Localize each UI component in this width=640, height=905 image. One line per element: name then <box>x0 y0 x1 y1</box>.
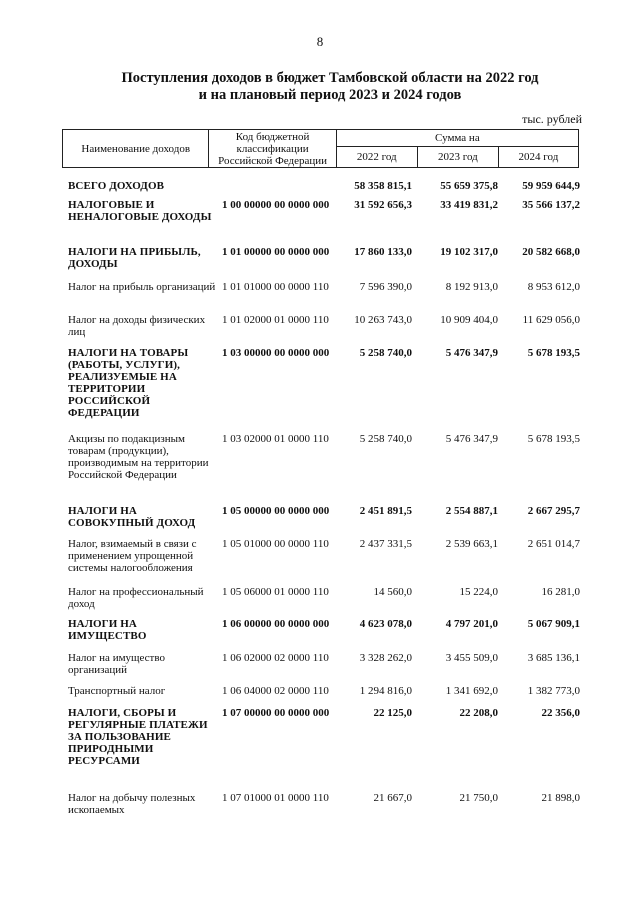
amount-2022: 5 258 740,0 <box>359 347 412 359</box>
budget-code: 1 06 04000 02 0000 110 <box>222 685 329 697</box>
income-name: Налог на доходы физических лиц <box>68 314 206 338</box>
income-name: НАЛОГИ НА СОВОКУПНЫЙ ДОХОД <box>68 505 196 529</box>
budget-code: 1 01 01000 00 0000 110 <box>222 281 329 293</box>
amount-2024: 3 685 136,1 <box>527 652 580 664</box>
amount-2024: 5 067 909,1 <box>527 618 580 630</box>
amount-2023: 21 750,0 <box>459 792 498 804</box>
budget-code: 1 06 02000 02 0000 110 <box>222 652 329 664</box>
amount-2022: 21 667,0 <box>373 792 412 804</box>
units-label: тыс. рублей <box>522 112 582 126</box>
budget-code: 1 03 02000 01 0000 110 <box>222 433 329 445</box>
budget-code: 1 01 02000 01 0000 110 <box>222 314 329 326</box>
budget-code: 1 01 00000 00 0000 000 <box>222 246 330 258</box>
income-name: Налог на прибыль организаций <box>68 281 216 293</box>
amount-2023: 2 539 663,1 <box>445 538 498 550</box>
amount-2023: 10 909 404,0 <box>440 314 498 326</box>
amount-2022: 4 623 078,0 <box>359 618 412 630</box>
amount-2022: 14 560,0 <box>373 586 412 598</box>
income-name: НАЛОГИ, СБОРЫ И РЕГУЛЯРНЫЕ ПЛАТЕЖИ ЗА ПОЛЬЗОВАНИЕ ПРИРОДНЫМИ РЕСУРСАМИ <box>68 707 208 767</box>
amount-2022: 2 451 891,5 <box>359 505 412 517</box>
income-name: Налог на добычу полезных ископаемых <box>68 792 196 816</box>
income-name: НАЛОГИ НА ТОВАРЫ (РАБОТЫ, УСЛУГИ), РЕАЛИЗУЕМЫЕ НА ТЕРРИТОРИИ РОССИЙСКОЙ ФЕДЕРАЦИИ <box>68 347 189 419</box>
income-name: НАЛОГОВЫЕ И НЕНАЛОГОВЫЕ ДОХОДЫ <box>68 199 212 223</box>
amount-2023: 5 476 347,9 <box>445 347 498 359</box>
budget-code: 1 06 00000 00 0000 000 <box>222 618 330 630</box>
amount-2022: 7 596 390,0 <box>359 281 412 293</box>
amount-2024: 59 959 644,9 <box>522 180 580 192</box>
amount-2023: 15 224,0 <box>459 586 498 598</box>
budget-code: 1 00 00000 00 0000 000 <box>222 199 330 211</box>
amount-2023: 55 659 375,8 <box>440 180 498 192</box>
income-name: НАЛОГИ НА ИМУЩЕСТВО <box>68 618 147 642</box>
amount-2022: 3 328 262,0 <box>359 652 412 664</box>
amount-2022: 2 437 331,5 <box>359 538 412 550</box>
budget-code: 1 07 01000 01 0000 110 <box>222 792 329 804</box>
budget-code: 1 03 00000 00 0000 000 <box>222 347 330 359</box>
amount-2022: 10 263 743,0 <box>354 314 412 326</box>
amount-2022: 1 294 816,0 <box>359 685 412 697</box>
income-name: Транспортный налог <box>68 685 166 697</box>
amount-2023: 22 208,0 <box>459 707 498 719</box>
amount-2024: 5 678 193,5 <box>527 433 580 445</box>
income-name: ВСЕГО ДОХОДОВ <box>68 180 165 192</box>
amount-2024: 20 582 668,0 <box>522 246 580 258</box>
amount-2022: 22 125,0 <box>373 707 412 719</box>
amount-2023: 1 341 692,0 <box>445 685 498 697</box>
amount-2023: 2 554 887,1 <box>445 505 498 517</box>
title-line-1: Поступления доходов в бюджет Тамбовской области на 2022 год <box>121 70 539 86</box>
amount-2023: 3 455 509,0 <box>445 652 498 664</box>
budget-code: 1 07 00000 00 0000 000 <box>222 707 330 719</box>
amount-2024: 8 953 612,0 <box>527 281 580 293</box>
income-name: Налог, взимаемый в связи с применением упрощенной системы налогообложения <box>68 538 197 574</box>
header-year-2022: 2022 год <box>336 147 417 168</box>
amount-2023: 19 102 317,0 <box>440 246 498 258</box>
header-year-2024: 2024 год <box>498 147 578 168</box>
amount-2024: 22 356,0 <box>541 707 580 719</box>
amount-2024: 21 898,0 <box>541 792 580 804</box>
amount-2022: 31 592 656,3 <box>354 199 412 211</box>
budget-code: 1 05 01000 00 0000 110 <box>222 538 329 550</box>
amount-2024: 16 281,0 <box>541 586 580 598</box>
income-name: НАЛОГИ НА ПРИБЫЛЬ, ДОХОДЫ <box>68 246 201 270</box>
header-name: Наименование доходов <box>63 130 209 168</box>
income-name: Налог на имущество организаций <box>68 652 165 676</box>
amount-2022: 5 258 740,0 <box>359 433 412 445</box>
document-title <box>60 70 600 104</box>
header-code: Код бюджетной классификации Российской Федерации <box>209 130 336 168</box>
amount-2022: 17 860 133,0 <box>354 246 412 258</box>
income-name: Налог на профессиональный доход <box>68 586 204 610</box>
amount-2024: 5 678 193,5 <box>527 347 580 359</box>
header-sum: Сумма на <box>336 130 578 147</box>
page-number: 8 <box>316 34 324 49</box>
amount-2024: 1 382 773,0 <box>527 685 580 697</box>
amount-2024: 2 651 014,7 <box>527 538 580 550</box>
income-name: Акцизы по подакцизным товарам (продукции), производимым на территории Российской Федерации <box>68 433 209 481</box>
header-year-2023: 2023 год <box>417 147 498 168</box>
budget-code: 1 05 06000 01 0000 110 <box>222 586 329 598</box>
amount-2024: 2 667 295,7 <box>527 505 580 517</box>
budget-code: 1 05 00000 00 0000 000 <box>222 505 330 517</box>
amount-2023: 4 797 201,0 <box>445 618 498 630</box>
amount-2023: 8 192 913,0 <box>445 281 498 293</box>
title-line-2: и на плановый период 2023 и 2024 годов <box>198 87 462 103</box>
amount-2023: 33 419 831,2 <box>440 199 498 211</box>
amount-2024: 35 566 137,2 <box>522 199 580 211</box>
amount-2023: 5 476 347,9 <box>445 433 498 445</box>
amount-2022: 58 358 815,1 <box>354 180 412 192</box>
table-header <box>62 129 579 168</box>
amount-2024: 11 629 056,0 <box>522 314 580 326</box>
